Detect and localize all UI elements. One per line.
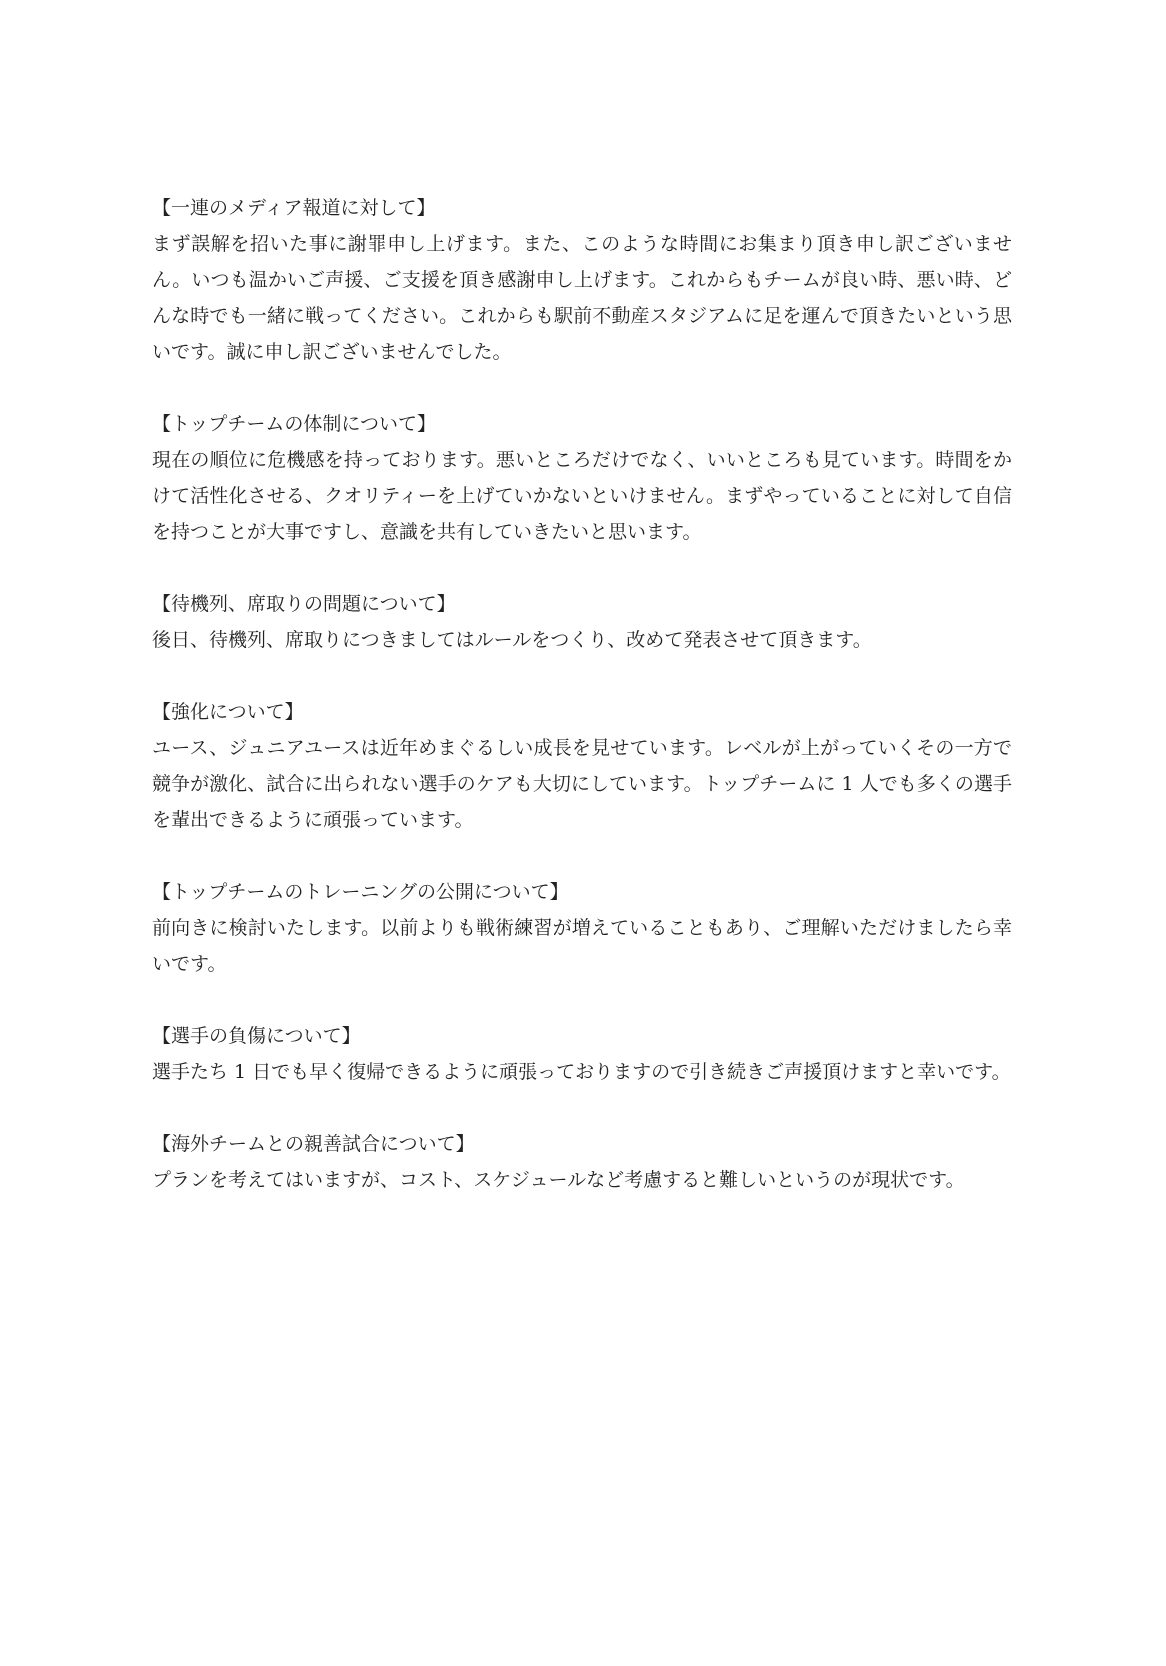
section-body: ユース、ジュニアユースは近年めまぐるしい成長を見せています。レベルが上がっていくその一方で競争が激化、試合に出られない選手のケアも大切にしています。トップチームに 1 人でも多くの選手を輩出できるように頑張っています。 [152, 737, 1012, 831]
section-overseas-friendly [152, 1126, 1012, 1198]
section-heading: 【待機列、席取りの問題について】 [152, 593, 456, 615]
section-body: 現在の順位に危機感を持っております。悪いところだけでなく、いいところも見ています。時間をかけて活性化させる、クオリティーを上げていかないといけません。まずやっていることに対して自信を持つことが大事ですし、意識を共有していきたいと思います。 [152, 449, 1012, 543]
section-body: 選手たち 1 日でも早く復帰できるように頑張っておりますので引き続きご声援頂けますと幸いです。 [152, 1061, 1011, 1083]
section-body: 後日、待機列、席取りにつきましてはルールをつくり、改めて発表させて頂きます。 [152, 629, 872, 651]
section-body: プランを考えてはいますが、コスト、スケジュールなど考慮すると難しいというのが現状です。 [152, 1169, 965, 1191]
section-body: まず誤解を招いた事に謝罪申し上げます。また、このような時間にお集まり頂き申し訳ございません。いつも温かいご声援、ご支援を頂き感謝申し上げます。これからもチームが良い時、悪い時、どんな時でも一緒に戦ってください。これからも駅前不動産スタジアムに足を運んで頂きたいという思いです。誠に申し訳ございませんでした。 [152, 233, 1012, 363]
section-heading: 【一連のメディア報道に対して】 [152, 197, 436, 219]
section-heading: 【海外チームとの親善試合について】 [152, 1133, 475, 1155]
section-queue-seating [152, 586, 1012, 658]
section-body: 前向きに検討いたします。以前よりも戦術練習が増えていることもあり、ご理解いただけましたら幸いです。 [152, 917, 1012, 975]
section-heading: 【トップチームのトレーニングの公開について】 [152, 881, 569, 903]
section-heading: 【強化について】 [152, 701, 304, 723]
section-reinforcement [152, 694, 1012, 838]
section-top-team-structure [152, 406, 1012, 550]
document-page [152, 190, 1012, 1234]
section-media-reports [152, 190, 1012, 370]
section-heading: 【選手の負傷について】 [152, 1025, 361, 1047]
section-training-open [152, 874, 1012, 982]
section-player-injuries [152, 1018, 1012, 1090]
section-heading: 【トップチームの体制について】 [152, 413, 437, 435]
